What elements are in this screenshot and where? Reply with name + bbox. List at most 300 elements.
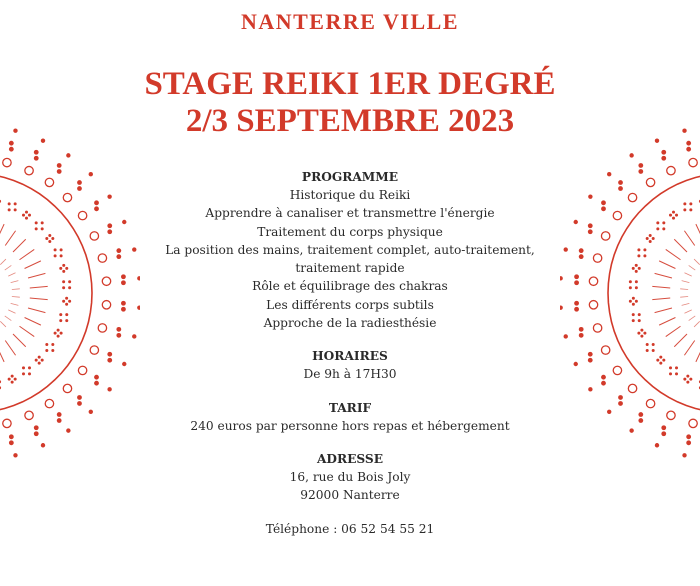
mandala-cluster-dot: [635, 286, 638, 289]
mandala-tick: [694, 259, 700, 265]
mandala-cluster-dot: [51, 349, 54, 352]
mandala-dot: [122, 220, 126, 224]
mandala-dot: [588, 229, 593, 234]
mandala-tick: [12, 289, 20, 290]
mandala-dot: [121, 274, 126, 279]
mandala-cluster-dot: [68, 280, 71, 283]
title-line-2: 2/3 SEPTEMBRE 2023: [185, 103, 515, 139]
mandala-cluster-dot: [662, 359, 665, 362]
mandala-ring: [90, 232, 98, 240]
mandala-dot: [107, 223, 112, 228]
event-subtitle: NANTERRE VILLE: [240, 9, 460, 34]
mandala-cluster-dot: [683, 208, 686, 211]
mandala-cluster-dot: [65, 303, 68, 306]
mandala-dot: [9, 141, 14, 146]
mandala-cluster-dot: [635, 264, 638, 267]
mandala-dot: [579, 333, 584, 338]
mandala-tick: [5, 316, 12, 321]
mandala-ray: [20, 326, 35, 336]
mandala-cluster-dot: [22, 372, 25, 375]
mandala-dot: [564, 334, 568, 338]
mandala-ray: [652, 298, 670, 300]
mandala-tick: [12, 296, 20, 297]
mandala-dot: [116, 333, 121, 338]
mandala-cluster-dot: [41, 359, 44, 362]
mandala-ring: [78, 366, 86, 374]
programme-section: [140, 168, 560, 332]
mandala-ring: [613, 366, 621, 374]
mandala-cluster-dot: [45, 237, 48, 240]
mandala-tick: [684, 273, 691, 276]
mandala-cluster-dot: [629, 286, 632, 289]
mandala-cluster-dot: [8, 208, 11, 211]
horaires-section: [140, 347, 560, 383]
horaires-text: De 9h à 17H30: [303, 367, 397, 382]
mandala-cluster-dot: [632, 297, 635, 300]
mandala-cluster-dot: [635, 270, 638, 273]
mandala-cluster-dot: [662, 221, 665, 224]
mandala-tick: [8, 273, 15, 276]
mandala-dot: [66, 153, 70, 157]
mandala-dot: [9, 147, 14, 152]
mandala-tick: [689, 265, 696, 270]
mandala-ring: [63, 193, 71, 201]
mandala-cluster-dot: [640, 335, 643, 338]
mandala-cluster-dot: [637, 248, 640, 251]
mandala-tick: [684, 310, 691, 313]
mandala-dot: [34, 156, 39, 161]
mandala-dot: [9, 434, 14, 439]
mandala-ring: [646, 178, 654, 186]
mandala-ring: [102, 301, 110, 309]
mandala-ring: [78, 211, 86, 219]
mandala-cluster-dot: [62, 264, 65, 267]
mandala-cluster-dot: [675, 366, 678, 369]
mandala-dot: [116, 327, 121, 332]
mandala-ring: [689, 158, 697, 166]
mandala-cluster-dot: [656, 221, 659, 224]
mandala-cluster-dot: [669, 366, 672, 369]
mandala-dot: [560, 276, 563, 280]
mandala-cluster-dot: [28, 366, 31, 369]
mandala-dot: [574, 280, 579, 285]
mandala-cluster-dot: [48, 234, 51, 237]
adresse-street: 16, rue du Bois Joly: [289, 469, 411, 484]
mandala-cluster-dot: [8, 202, 11, 205]
mandala-dot: [588, 352, 593, 357]
programme-item: traitement rapide: [295, 261, 405, 276]
mandala-cluster-dot: [638, 319, 641, 322]
mandala-cluster-dot: [11, 381, 14, 384]
adresse-heading: ADRESSE: [316, 451, 384, 466]
mandala-cluster-dot: [60, 254, 63, 257]
mandala-ray: [13, 334, 26, 347]
mandala-cluster-dot: [51, 343, 54, 346]
mandala-dot: [686, 434, 691, 439]
mandala-ray: [25, 261, 41, 269]
mandala-dot: [94, 375, 99, 380]
mandala-ray: [659, 318, 675, 326]
mandala-dot: [601, 206, 606, 211]
mandala-ring: [628, 384, 636, 392]
mandala-ray: [0, 224, 4, 240]
mandala-cluster-dot: [59, 313, 62, 316]
mandala-cluster-dot: [62, 270, 65, 273]
mandala-dot: [686, 440, 691, 445]
mandala-ray: [655, 273, 672, 278]
mandala-cluster-dot: [25, 217, 28, 220]
mandala-ring: [90, 346, 98, 354]
mandala-ring: [63, 384, 71, 392]
mandala-dot: [66, 428, 70, 432]
mandala-ray: [25, 318, 41, 326]
mandala-cluster-dot: [649, 234, 652, 237]
mandala-cluster-dot: [8, 378, 11, 381]
mandala-ray: [674, 239, 687, 252]
mandala-cluster-dot: [649, 240, 652, 243]
mandala-dot: [686, 147, 691, 152]
mandala-dot: [13, 453, 17, 457]
mandala-cluster-dot: [689, 378, 692, 381]
mandala-ring: [593, 254, 601, 262]
mandala-cluster-dot: [643, 248, 646, 251]
mandala-tick: [11, 281, 19, 283]
mandala-cluster-dot: [635, 280, 638, 283]
title-line-1: STAGE REIKI 1ER DEGRÉ: [144, 66, 556, 102]
mandala-ring: [45, 178, 53, 186]
mandala-cluster-dot: [672, 211, 675, 214]
mandala-cluster-dot: [65, 313, 68, 316]
mandala-cluster-dot: [45, 349, 48, 352]
mandala-dot: [121, 307, 126, 312]
mandala-dot: [560, 305, 563, 309]
mandala-ring: [3, 158, 11, 166]
mandala-dot: [77, 395, 82, 400]
mandala-cluster-dot: [59, 267, 62, 270]
mandala-dot: [618, 186, 623, 191]
mandala-cluster-dot: [59, 319, 62, 322]
mandala-tick: [5, 265, 12, 270]
mandala-dot: [107, 229, 112, 234]
mandala-ring: [45, 399, 53, 407]
mandala-ring: [589, 301, 597, 309]
mandala-dot: [618, 401, 623, 406]
mandala-cluster-dot: [659, 356, 662, 359]
mandala-cluster-dot: [683, 202, 686, 205]
mandala-dot: [574, 307, 579, 312]
mandala-ray: [655, 308, 672, 313]
mandala-arc: [608, 173, 700, 413]
mandala-cluster-dot: [25, 211, 28, 214]
mandala-cluster-dot: [41, 221, 44, 224]
mandala-dot: [682, 453, 686, 457]
tarif-text: 240 euros par personne hors repas et hébergement: [190, 418, 510, 433]
mandala-cluster-dot: [629, 280, 632, 283]
mandala-ray: [28, 308, 45, 313]
mandala-cluster-dot: [14, 202, 17, 205]
mandala-cluster-dot: [652, 237, 655, 240]
mandala-cluster-dot: [652, 349, 655, 352]
mandala-dot: [89, 410, 93, 414]
mandala-cluster-dot: [35, 221, 38, 224]
mandala-cluster-dot: [640, 329, 643, 332]
mandala-cluster-dot: [686, 375, 689, 378]
mandala-cluster-dot: [656, 359, 659, 362]
mandala-cluster-dot: [57, 329, 60, 332]
programme-heading: PROGRAMME: [301, 170, 399, 184]
mandala-dot: [132, 247, 136, 251]
mandala-dot: [121, 280, 126, 285]
mandala-dot: [588, 194, 592, 198]
mandala-dot: [121, 301, 126, 306]
mandala-dot: [89, 172, 93, 176]
mandala-cluster-dot: [629, 300, 632, 303]
mandala-dot: [601, 375, 606, 380]
programme-item: Traitement du corps physique: [257, 224, 443, 239]
mandala-ring: [601, 346, 609, 354]
mandala-tick: [682, 303, 690, 305]
mandala-dot: [77, 180, 82, 185]
mandala-cluster-dot: [60, 248, 63, 251]
mandala-cluster-dot: [54, 248, 57, 251]
mandala-dot: [588, 358, 593, 363]
event-details: [140, 168, 560, 538]
programme-item: La position des mains, traitement complet, auto-traitement,: [165, 242, 535, 257]
mandala-tick: [689, 316, 696, 321]
mandala-cluster-dot: [643, 254, 646, 257]
mandala-dot: [57, 163, 62, 168]
mandala-dot: [661, 150, 666, 155]
mandala-cluster-dot: [632, 319, 635, 322]
mandala-dot: [638, 412, 643, 417]
mandala-dot: [618, 180, 623, 185]
mandala-dot: [601, 381, 606, 386]
mandala-dot: [574, 220, 578, 224]
mandala-cluster-dot: [646, 349, 649, 352]
mandala-dot: [116, 254, 121, 259]
mandala-ray: [674, 334, 687, 347]
mandala-cluster-dot: [656, 227, 659, 230]
mandala-ring: [689, 419, 697, 427]
mandala-dot: [57, 412, 62, 417]
mandala-ring: [646, 399, 654, 407]
mandala-dot: [94, 206, 99, 211]
mandala-cluster-dot: [0, 200, 1, 203]
mandala-ring: [98, 254, 106, 262]
mandala-cluster-dot: [637, 332, 640, 335]
mandala-cluster-dot: [62, 300, 65, 303]
event-title: [0, 66, 700, 140]
mandala-tick: [0, 259, 6, 265]
mandala-cluster-dot: [638, 267, 641, 270]
mandala-dot: [579, 248, 584, 253]
mandala-ring: [667, 411, 675, 419]
mandala-dot: [107, 387, 111, 391]
mandala-dot: [122, 362, 126, 366]
programme-item: Les différents corps subtils: [266, 297, 434, 312]
mandala-cluster-dot: [0, 386, 1, 389]
mandala-ray: [13, 239, 26, 252]
mandala-cluster-dot: [22, 366, 25, 369]
mandala-dot: [638, 418, 643, 423]
mandala-arc: [0, 173, 92, 413]
mandala-ring: [25, 166, 33, 174]
mandala-cluster-dot: [632, 303, 635, 306]
mandala-dot: [116, 248, 121, 253]
mandala-cluster-dot: [38, 362, 41, 365]
mandala-tick: [680, 296, 688, 297]
programme-item: Apprendre à canaliser et transmettre l'énergie: [205, 206, 495, 221]
mandala-cluster-dot: [62, 280, 65, 283]
mandala-cluster-dot: [38, 356, 41, 359]
mandala-dot: [564, 247, 568, 251]
mandala-cluster-dot: [646, 343, 649, 346]
mandala-cluster-dot: [683, 378, 686, 381]
mandala-cluster-dot: [60, 332, 63, 335]
mandala-dot: [588, 223, 593, 228]
mandala-cluster-dot: [632, 313, 635, 316]
mandala-tick: [11, 303, 19, 305]
mandala-cluster-dot: [675, 372, 678, 375]
mandala-dot: [607, 172, 611, 176]
mandala-dot: [588, 387, 592, 391]
mandala-cluster-dot: [28, 372, 31, 375]
mandala-dot: [661, 425, 666, 430]
mandala-ray: [28, 273, 45, 278]
mandala-dot: [57, 169, 62, 174]
mandala-cluster-dot: [675, 214, 678, 217]
mandala-ray: [659, 261, 675, 269]
mandala-ray: [30, 298, 48, 300]
mandala-cluster-dot: [0, 380, 1, 383]
mandala-cluster-dot: [41, 227, 44, 230]
adresse-city: 92000 Nanterre: [300, 488, 400, 503]
mandala-cluster-dot: [22, 214, 25, 217]
mandala-dot: [579, 254, 584, 259]
mandala-tick: [0, 321, 6, 327]
mandala-dot: [34, 431, 39, 436]
mandala-ring: [102, 277, 110, 285]
mandala-cluster-dot: [28, 214, 31, 217]
mandala-tick: [8, 310, 15, 313]
mandala-dot: [629, 428, 633, 432]
mandala-cluster-dot: [646, 237, 649, 240]
mandala-ray: [5, 231, 15, 246]
mandala-cluster-dot: [45, 343, 48, 346]
mandala-ring: [3, 419, 11, 427]
mandala-cluster-dot: [68, 300, 71, 303]
mandala-cluster-dot: [689, 208, 692, 211]
mandala-cluster-dot: [11, 375, 14, 378]
mandala-dot: [601, 200, 606, 205]
mandala-dot: [618, 395, 623, 400]
mandala-ray: [666, 249, 681, 259]
mandala-ray: [666, 326, 681, 336]
mandala-ray: [0, 346, 4, 362]
mandala-cluster-dot: [62, 286, 65, 289]
mandala-ray: [30, 286, 48, 288]
mandala-dot: [574, 301, 579, 306]
mandala-cluster-dot: [48, 240, 51, 243]
mandala-tick: [694, 321, 700, 327]
mandala-ray: [684, 341, 694, 356]
mandala-ray: [20, 249, 35, 259]
mandala-dot: [661, 431, 666, 436]
mandala-cluster-dot: [632, 267, 635, 270]
programme-item: Approche de la radiesthésie: [263, 316, 437, 331]
mandala-cluster-dot: [57, 335, 60, 338]
mandala-cluster-dot: [54, 332, 57, 335]
mandala-dot: [77, 401, 82, 406]
mandala-dot: [77, 186, 82, 191]
mandala-cluster-dot: [689, 202, 692, 205]
mandala-dot: [107, 352, 112, 357]
telephone-text: Téléphone : 06 52 54 55 21: [265, 521, 435, 536]
mandala-cluster-dot: [14, 378, 17, 381]
mandala-ray: [696, 346, 700, 362]
mandala-ring: [667, 166, 675, 174]
mandala-cluster-dot: [637, 254, 640, 257]
mandala-dot: [41, 443, 45, 447]
adresse-section: [140, 450, 560, 505]
mandala-ray: [696, 224, 700, 240]
mandala-cluster-dot: [643, 332, 646, 335]
mandala-cluster-dot: [635, 300, 638, 303]
mandala-dot: [579, 327, 584, 332]
mandala-cluster-dot: [638, 313, 641, 316]
mandala-dot: [607, 410, 611, 414]
mandala-cluster-dot: [54, 254, 57, 257]
mandala-dot: [638, 169, 643, 174]
mandala-cluster-dot: [35, 227, 38, 230]
horaires-heading: HORAIRES: [312, 349, 388, 364]
mandala-dot: [574, 362, 578, 366]
mandala-cluster-dot: [65, 297, 68, 300]
mandala-dot: [34, 425, 39, 430]
mandala-cluster-dot: [659, 362, 662, 365]
mandala-dot: [655, 443, 659, 447]
mandala-ray: [652, 286, 670, 288]
tarif-section: [140, 399, 560, 435]
mandala-dot: [686, 141, 691, 146]
mandala-cluster-dot: [662, 227, 665, 230]
mandala-ray: [684, 231, 694, 246]
mandala-ring: [98, 324, 106, 332]
mandala-cluster-dot: [686, 381, 689, 384]
mandala-ray: [5, 341, 15, 356]
mandala-dot: [574, 274, 579, 279]
mandala-ring: [613, 211, 621, 219]
mandala-cluster-dot: [669, 372, 672, 375]
mandala-dot: [34, 150, 39, 155]
mandala-dot: [94, 200, 99, 205]
mandala-cluster-dot: [669, 214, 672, 217]
mandala-cluster-dot: [672, 217, 675, 220]
programme-item: Historique du Reiki: [289, 188, 411, 202]
mandala-cluster-dot: [65, 267, 68, 270]
mandala-ring: [593, 324, 601, 332]
mandala-dot: [94, 381, 99, 386]
mandala-ring: [601, 232, 609, 240]
mandala-dot: [107, 194, 111, 198]
mandala-cluster-dot: [652, 343, 655, 346]
mandala-cluster-dot: [65, 319, 68, 322]
mandala-ring: [628, 193, 636, 201]
tarif-heading: TARIF: [328, 400, 372, 415]
mandala-dot: [57, 418, 62, 423]
mandala-dot: [638, 163, 643, 168]
mandala-tick: [680, 289, 688, 290]
